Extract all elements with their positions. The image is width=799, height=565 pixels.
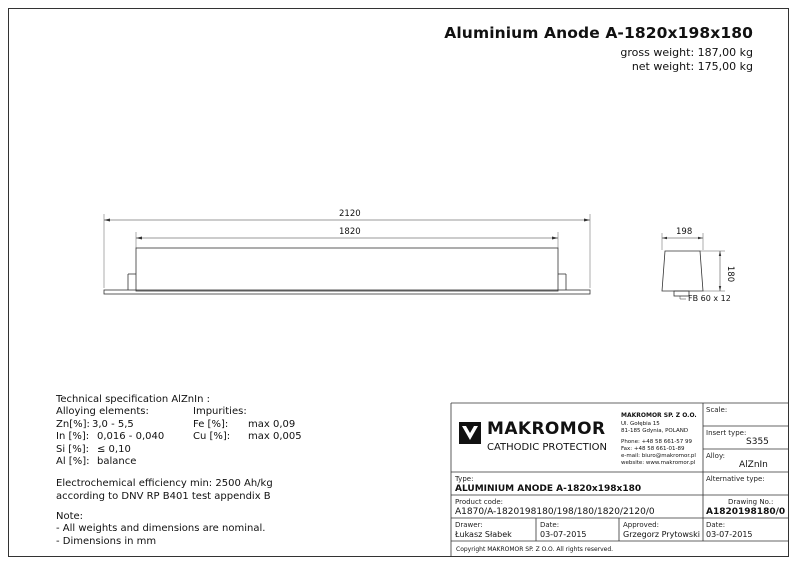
note-line-1: - All weights and dimensions are nominal. [56,523,266,534]
scale-label: Scale: [706,406,728,414]
type-label: Type: [455,475,474,483]
alloying-heading: Alloying elements: [56,406,149,417]
dimension-width-label: 198 [676,227,693,237]
alloy-element: Zn[%]: [56,419,90,430]
alloy-value: 0,016 - 0,040 [97,431,165,442]
note-heading: Note: [56,511,84,522]
note-line-2: - Dimensions in mm [56,536,157,547]
alloy-value: 3,0 - 5,5 [92,419,134,430]
drawing-title: Aluminium Anode A-1820x198x180 [444,24,753,42]
date-value: 03-07-2015 [540,530,587,539]
approved-label: Approved: [623,521,659,529]
type-value: ALUMINIUM ANODE A-1820x198x180 [455,484,642,494]
company-email: e-mail: biuro@makromor.pl [621,453,696,459]
drawing-no-label: Drawing No.: [728,498,774,506]
spec-heading: Technical specification AlZnIn : [56,394,210,405]
company-address-2: 81-185 Gdynia, POLAND [621,428,689,434]
alloy-value: ≤ 0,10 [97,444,131,455]
date-value: 03-07-2015 [706,530,753,539]
company-name: MAKROMOR SP. Z O.O. [621,412,697,419]
anode-body-side [662,251,703,291]
date-label: Date: [706,521,726,529]
drawer-value: Łukasz Słabek [455,530,512,539]
drawing-no-value: A1820198180/0 [706,507,786,517]
product-code-label: Product code: [455,498,504,506]
company-website: website: www.makromor.pl [621,460,696,466]
alloy-element: Si [%]: [56,444,89,455]
copyright-notice: Copyright MAKROMOR SP. Z O.O. All rights reserved. [456,546,614,553]
impurities-heading: Impurities: [193,406,247,417]
impurity-element: Cu [%]: [193,431,231,442]
insert-type-value: S355 [746,437,769,447]
efficiency-line-2: according to DNV RP B401 test appendix B [56,491,271,502]
company-address-1: Ul. Gołębia 15 [621,421,660,427]
approved-value: Grzegorz Prytowski [623,530,700,539]
company-fax: Fax: +48 58 661-01-89 [621,446,685,452]
anode-insert-side [674,291,689,296]
alloy-element: In [%]: [56,431,90,442]
makromor-logo-icon [459,422,481,444]
efficiency-line-1: Electrochemical efficiency min: 2500 Ah/kg [56,478,273,489]
gross-weight: gross weight: 187,00 kg [620,46,753,59]
net-weight: net weight: 175,00 kg [631,60,753,73]
impurity-value: max 0,005 [248,431,302,442]
dimension-body-label: 1820 [339,227,361,237]
alloy-element: Al [%]: [56,456,90,467]
alloy-label: Alloy: [706,452,725,460]
logo-text: MAKROMOR [487,419,606,439]
dimension-height-label: 180 [725,265,735,283]
alloy-value: balance [97,456,137,467]
insert-type-label: Insert type: [706,429,747,437]
alloy-value: AlZnIn [739,460,768,470]
date-label: Date: [540,521,560,529]
impurity-element: Fe [%]: [193,419,229,430]
alt-type-label: Alternative type: [706,475,765,483]
insert-label: FB 60 x 12 [688,294,731,303]
logo-subtitle: CATHODIC PROTECTION [487,442,608,453]
dimension-total-label: 2120 [339,209,361,219]
drawer-label: Drawer: [455,521,483,529]
anode-body-front [136,248,558,291]
company-phone: Phone: +48 58 661-57 99 [621,439,692,445]
product-code-value: A1870/A-1820198180/198/180/1820/2120/0 [455,507,655,517]
impurity-value: max 0,09 [248,419,296,430]
